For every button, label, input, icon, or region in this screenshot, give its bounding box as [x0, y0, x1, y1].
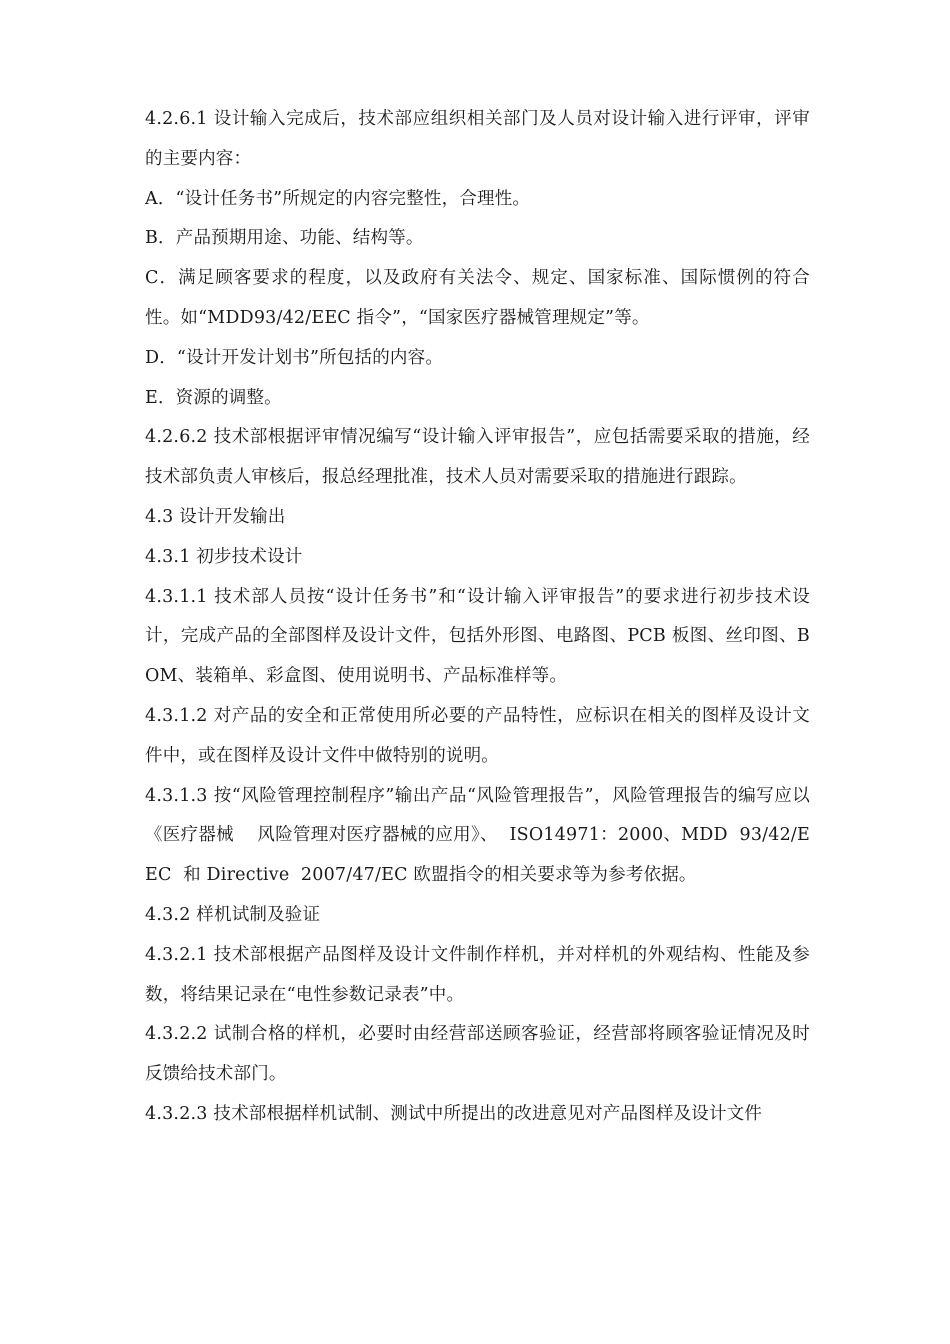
paragraph-4-2-6-2: 4.2.6.2 技术部根据评审情况编写“设计输入评审报告”，应包括需要采取的措施，经技术部负责人审核后，报总经理批准，技术人员对需要采取的措施进行跟踪。	[145, 427, 810, 488]
section-heading-4-3: 4.3 设计开发输出	[145, 506, 286, 527]
paragraph-4-3-2-1: 4.3.2.1 技术部根据产品图样及设计文件制作样机，并对样机的外观结构、性能及参数，将结果记录在“电性参数记录表”中。	[145, 944, 810, 1005]
paragraph-4-3-2-2: 4.3.2.2 试制合格的样机，必要时由经营部送顾客验证，经营部将顾客验证情况及时反馈给技术部门。	[145, 1024, 810, 1085]
paragraph-4-2-6-1: 4.2.6.1 设计输入完成后，技术部应组织相关部门及人员对设计输入进行评审，评审的主要内容：	[145, 109, 810, 169]
paragraph-item-b: B．产品预期用途、功能、结构等。	[145, 228, 424, 249]
paragraph-item-c: C．满足顾客要求的程度，以及政府有关法令、规定、国家标准、国际惯例的符合性。如“MDD93/42/EEC 指令”，“国家医疗器械管理规定”等。	[145, 268, 810, 328]
paragraph-4-3-1-3: 4.3.1.3 按“风险管理控制程序”输出产品“风险管理报告”，风险管理报告的编写应以《医疗器械 风险管理对医疗器械的应用》、 ISO14971：2000、MDD 93/42/EEC 和 Directive 2007/47/EC 欧盟指令的相关要求等为参考依据。	[145, 785, 810, 886]
paragraph-item-a: A．“设计任务书”所规定的内容完整性，合理性。	[145, 188, 531, 209]
paragraph-4-3-2-3: 4.3.2.3 技术部根据样机试制、测试中所提出的改进意见对产品图样及设计文件	[145, 1103, 763, 1124]
paragraph-item-e: E．资源的调整。	[145, 387, 282, 408]
paragraph-item-d: D．“设计开发计划书”所包括的内容。	[145, 347, 444, 368]
document-body	[145, 100, 810, 1135]
paragraph-4-3-1-2: 4.3.1.2 对产品的安全和正常使用所必要的产品特性，应标识在相关的图样及设计文件中，或在图样及设计文件中做特别的说明。	[145, 705, 810, 766]
paragraph-4-3-1-1: 4.3.1.1 技术部人员按“设计任务书”和“设计输入评审报告”的要求进行初步技术设计，完成产品的全部图样及设计文件，包括外形图、电路图、PCB 板图、丝印图、BOM、装箱单、彩盒图、使用说明书、产品标准样等。	[145, 586, 810, 687]
section-heading-4-3-2: 4.3.2 样机试制及验证	[145, 904, 321, 925]
section-heading-4-3-1: 4.3.1 初步技术设计	[145, 546, 303, 567]
